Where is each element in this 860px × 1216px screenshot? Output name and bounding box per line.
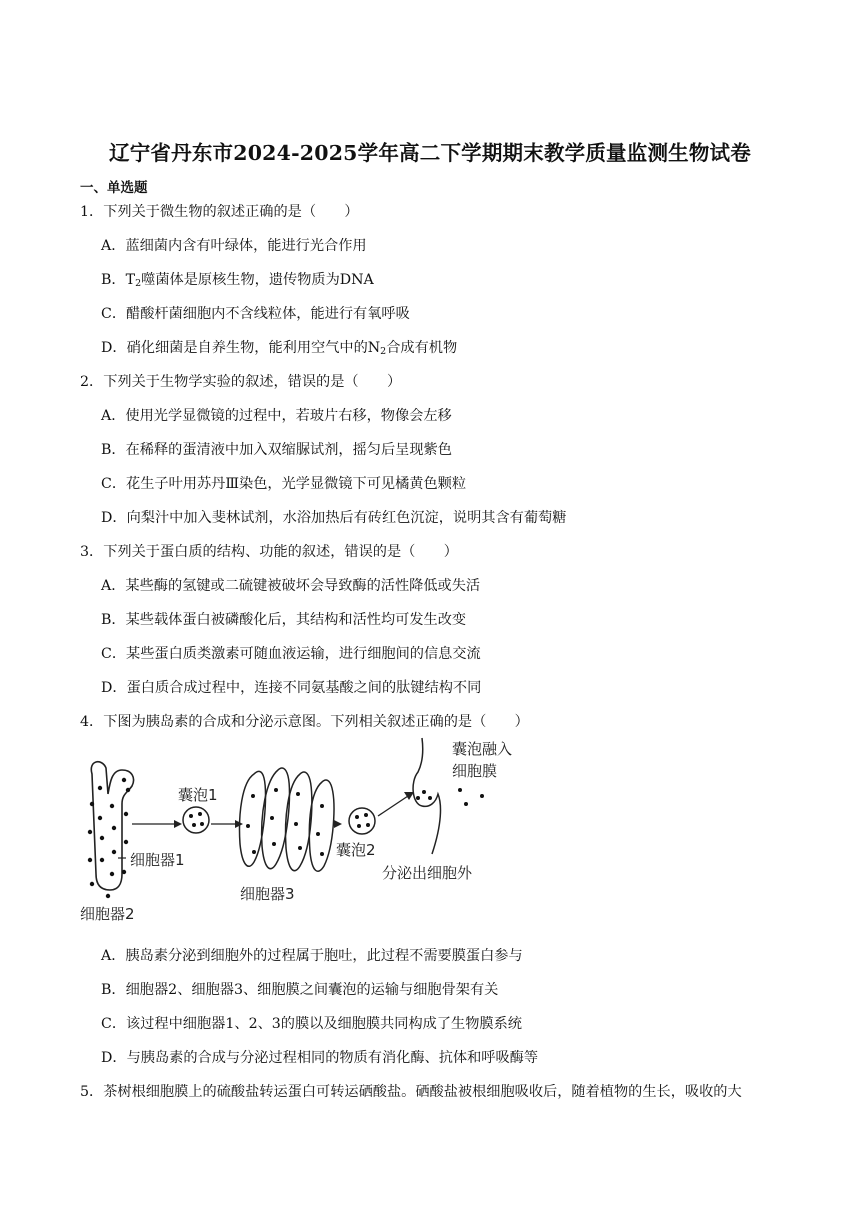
q3-option-c: C．某些蛋白质类激素可随血液运输，进行细胞间的信息交流: [101, 646, 481, 662]
arrow-2: [211, 820, 243, 828]
label-organelle2: 细胞器2: [80, 905, 135, 923]
q4-option-d: D．与胰岛素的合成与分泌过程相同的物质有消化酶、抗体和呼吸酶等: [101, 1050, 539, 1066]
question-1-stem: 1．下列关于微生物的叙述正确的是（ ）: [80, 204, 359, 220]
label-organelle1: 细胞器1: [130, 851, 185, 869]
q1-option-b: B．$T_2$噬菌体是原核生物，遗传物质为DNA: [101, 272, 374, 289]
q2-option-b: B．在稀释的蛋清液中加入双缩脲试剂，摇匀后呈现紫色: [101, 442, 452, 458]
label-fuse-line1: 囊泡融入: [452, 740, 513, 758]
secreted-granules: [416, 788, 484, 806]
q1-option-a: A．蓝细菌内含有叶绿体，能进行光合作用: [101, 238, 367, 254]
q3-option-a: A．某些酶的氢键或二硫键被破坏会导致酶的活性降低或失活: [101, 578, 481, 594]
q1-option-c: C．醋酸杆菌细胞内不含线粒体，能进行有氧呼吸: [101, 306, 410, 322]
vesicle-2: [349, 808, 375, 834]
section-heading: 一、单选题: [80, 180, 148, 196]
label-vesicle2: 囊泡2: [336, 841, 376, 859]
q2-option-d: D．向梨汁中加入斐林试剂，水浴加热后有砖红色沉淀，说明其含有葡萄糖: [101, 510, 567, 526]
arrow-3: [334, 820, 342, 828]
page-title: 辽宁省丹东市2024-2025学年高二下学期期末教学质量监测生物试卷: [109, 141, 751, 165]
vesicle-1: [183, 807, 209, 833]
arrow-1: [132, 820, 182, 828]
question-2-stem: 2．下列关于生物学实验的叙述，错误的是（ ）: [80, 374, 402, 390]
label-fuse-line2: 细胞膜: [452, 762, 498, 780]
organelle-golgi: [240, 768, 334, 871]
cell-membrane: [413, 738, 440, 854]
label-vesicle1: 囊泡1: [178, 786, 218, 804]
arrow-4: [378, 792, 414, 816]
q3-option-b: B．某些载体蛋白被磷酸化后，其结构和活性均可发生改变: [101, 612, 467, 628]
label-secrete: 分泌出细胞外: [382, 864, 473, 882]
organelle-er: [88, 762, 134, 898]
label-organelle3: 细胞器3: [240, 885, 295, 903]
question-5-stem: 5．茶树根细胞膜上的硫酸盐转运蛋白可转运硒酸盐。硒酸盐被根细胞吸收后，随着植物的生长，吸收的大: [80, 1084, 742, 1100]
insulin-secretion-figure: [78, 734, 538, 934]
q4-option-c: C．该过程中细胞器1、2、3的膜以及细胞膜共同构成了生物膜系统: [101, 1016, 522, 1032]
q2-option-a: A．使用光学显微镜的过程中，若玻片右移，物像会左移: [101, 408, 452, 424]
q4-option-a: A．胰岛素分泌到细胞外的过程属于胞吐，此过程不需要膜蛋白参与: [101, 948, 523, 964]
question-3-stem: 3．下列关于蛋白质的结构、功能的叙述，错误的是（ ）: [80, 544, 458, 560]
q1-option-d: D．硝化细菌是自养生物，能利用空气中的$N_2$合成有机物: [101, 340, 458, 357]
q4-option-b: B．细胞器2、细胞器3、细胞膜之间囊泡的运输与细胞骨架有关: [101, 982, 499, 998]
q2-option-c: C．花生子叶用苏丹Ⅲ染色，光学显微镜下可见橘黄色颗粒: [101, 476, 467, 492]
question-4-stem: 4．下图为胰岛素的合成和分泌示意图。下列相关叙述正确的是（ ）: [80, 714, 529, 730]
q3-option-d: D．蛋白质合成过程中，连接不同氨基酸之间的肽键结构不同: [101, 680, 482, 696]
